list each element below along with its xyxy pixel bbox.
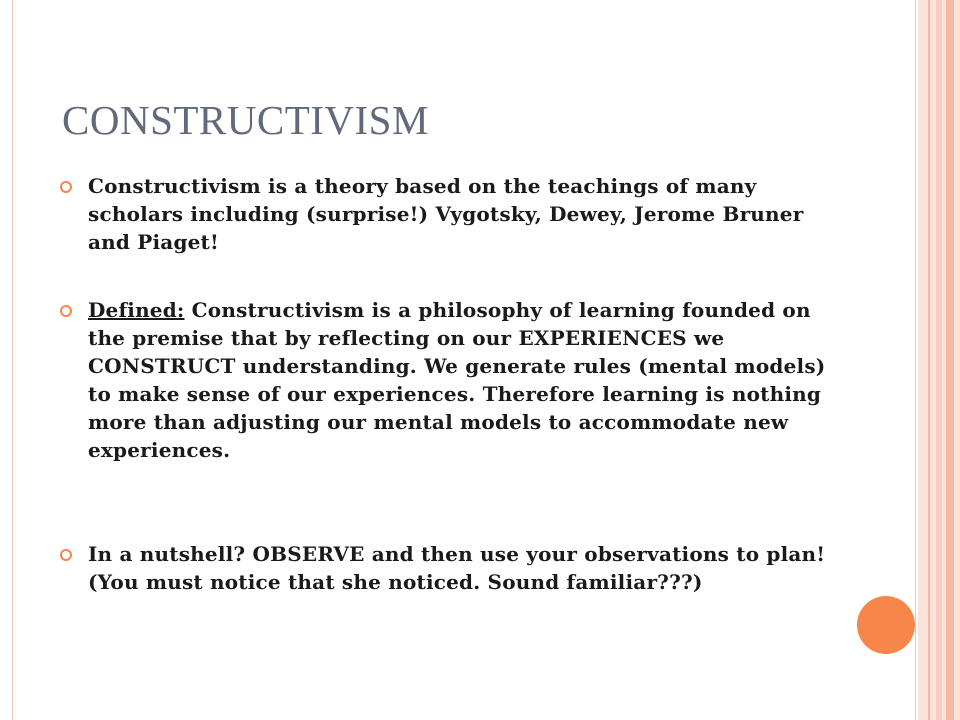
decorative-stripe (954, 0, 960, 720)
bullet-text: In a nutshell? OBSERVE and then use your observations to plan! (You must notice that she noticed. Sound familiar???) (88, 542, 826, 594)
bullet-item (58, 172, 838, 256)
decorative-stripe (918, 0, 928, 720)
bullet-list (58, 172, 838, 596)
bullet-text: Constructivism is a philosophy of learning founded on the premise that by reflecting on our EXPERIENCES we CONSTRUCT understanding. We generate rules (mental models) to make sense of our experiences. Therefore learning is nothing more than adjusting our mental models to accommodate new experiences. (88, 298, 826, 462)
slide-title: CONSTRUCTIVISM (62, 97, 429, 143)
hollow-circle-bullet-icon (60, 181, 72, 193)
orange-circle-icon (857, 596, 915, 654)
bullet-item (58, 540, 838, 596)
defined-label: Defined: (88, 298, 185, 322)
decorative-stripe (946, 0, 954, 720)
bullet-item (58, 296, 838, 464)
bullet-text: Constructivism is a theory based on the teachings of many scholars including (surprise!) Vygotsky, Dewey, Jerome Bruner and Piaget! (88, 174, 804, 254)
hollow-circle-bullet-icon (60, 305, 72, 317)
hollow-circle-bullet-icon (60, 549, 72, 561)
